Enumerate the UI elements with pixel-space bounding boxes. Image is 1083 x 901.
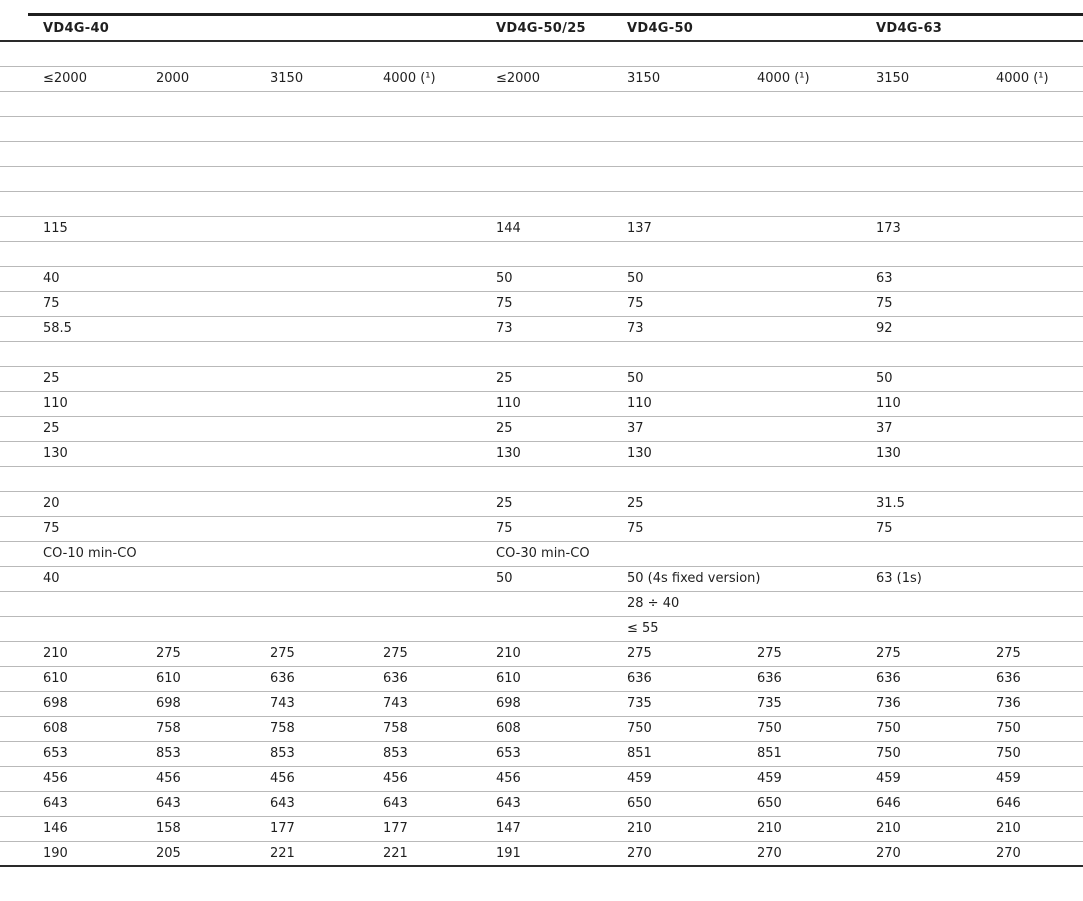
- table-cell: 58.5: [43, 321, 72, 336]
- table-cell: 456: [156, 771, 181, 786]
- table-cell: 653: [496, 746, 521, 761]
- table-cell: 750: [876, 721, 901, 736]
- table-cell: 4000 (¹): [996, 71, 1049, 86]
- table-row: [0, 492, 1083, 517]
- table-cell: 210: [996, 821, 1021, 836]
- table-row: [0, 367, 1083, 392]
- table-cell: 75: [876, 296, 893, 311]
- table-cell: 92: [876, 321, 893, 336]
- table-cell: ≤ 55: [627, 621, 659, 636]
- table-cell: 37: [876, 421, 893, 436]
- table-cell: 853: [270, 746, 295, 761]
- table-row: [0, 767, 1083, 792]
- table-row: [0, 267, 1083, 292]
- table-row: [0, 42, 1083, 67]
- table-cell: 4000 (¹): [757, 71, 810, 86]
- table-cell: 743: [383, 696, 408, 711]
- table-cell: 50: [627, 371, 644, 386]
- table-cell: 147: [496, 821, 521, 836]
- table-cell: 610: [43, 671, 68, 686]
- table-row: [0, 617, 1083, 642]
- table-cell: 20: [43, 496, 60, 511]
- table-cell: 115: [43, 221, 68, 236]
- table-cell: 75: [627, 521, 644, 536]
- table-row: [0, 742, 1083, 767]
- table-cell: CO-10 min-CO: [43, 546, 137, 561]
- table-cell: 750: [757, 721, 782, 736]
- table-cell: 636: [876, 671, 901, 686]
- table-row: [0, 342, 1083, 367]
- table-cell: 50: [876, 371, 893, 386]
- table-cell: 110: [876, 396, 901, 411]
- table-cell: 275: [876, 646, 901, 661]
- table-cell: 459: [757, 771, 782, 786]
- table-header-row: [0, 16, 1083, 42]
- table-cell: 650: [627, 796, 652, 811]
- table-cell: 636: [383, 671, 408, 686]
- table-cell: 608: [43, 721, 68, 736]
- table-row: [0, 392, 1083, 417]
- table-cell: 643: [496, 796, 521, 811]
- table-cell: 646: [876, 796, 901, 811]
- table-cell: 191: [496, 846, 521, 861]
- table-cell: 643: [43, 796, 68, 811]
- table-cell: 75: [496, 521, 513, 536]
- table-row: [0, 92, 1083, 117]
- table-cell: 50: [627, 271, 644, 286]
- table-cell: 608: [496, 721, 521, 736]
- table-cell: 456: [496, 771, 521, 786]
- table-cell: 50: [496, 571, 513, 586]
- table-cell: 3150: [627, 71, 661, 86]
- table-cell: 205: [156, 846, 181, 861]
- table-cell: 275: [757, 646, 782, 661]
- table-cell: 210: [43, 646, 68, 661]
- table-cell: 743: [270, 696, 295, 711]
- table-row: [0, 167, 1083, 192]
- table-cell: 73: [496, 321, 513, 336]
- table-cell: 646: [996, 796, 1021, 811]
- table-cell: 636: [627, 671, 652, 686]
- table-cell: 2000: [156, 71, 190, 86]
- table-cell: 750: [627, 721, 652, 736]
- table-cell: 610: [156, 671, 181, 686]
- table-cell: 853: [383, 746, 408, 761]
- table-cell: 130: [876, 446, 901, 461]
- table-cell: 456: [383, 771, 408, 786]
- table-cell: 636: [757, 671, 782, 686]
- table-cell: 110: [496, 396, 521, 411]
- table-cell: 851: [627, 746, 652, 761]
- table-cell: 158: [156, 821, 181, 836]
- table-cell: 636: [270, 671, 295, 686]
- table-cell: 73: [627, 321, 644, 336]
- table-cell: 210: [757, 821, 782, 836]
- table-row: [0, 667, 1083, 692]
- table-cell: 750: [996, 721, 1021, 736]
- table-cell: ≤2000: [43, 71, 87, 86]
- table-row: [0, 317, 1083, 342]
- table-cell: ≤2000: [496, 71, 540, 86]
- table-cell: 610: [496, 671, 521, 686]
- table-row: [0, 142, 1083, 167]
- table-cell: 735: [627, 696, 652, 711]
- table-cell: 50: [496, 271, 513, 286]
- table-cell: 698: [496, 696, 521, 711]
- table-row: [0, 67, 1083, 92]
- table-cell: 146: [43, 821, 68, 836]
- table-row: [0, 717, 1083, 742]
- table-row: [0, 692, 1083, 717]
- table-cell: 758: [270, 721, 295, 736]
- table-cell: 750: [876, 746, 901, 761]
- column-header: VD4G-63: [876, 21, 943, 36]
- table-cell: 137: [627, 221, 652, 236]
- table-cell: 221: [270, 846, 295, 861]
- table-cell: 735: [757, 696, 782, 711]
- table-cell: 144: [496, 221, 521, 236]
- table-cell: 459: [996, 771, 1021, 786]
- table-cell: 210: [876, 821, 901, 836]
- table-cell: 75: [496, 296, 513, 311]
- table-cell: 40: [43, 571, 60, 586]
- table-cell: 130: [627, 446, 652, 461]
- table-cell: 275: [383, 646, 408, 661]
- table-cell: 3150: [270, 71, 304, 86]
- table-row: [0, 517, 1083, 542]
- table-row: [0, 292, 1083, 317]
- table-cell: 130: [496, 446, 521, 461]
- table-cell: 636: [996, 671, 1021, 686]
- table-row: [0, 192, 1083, 217]
- table-row: [0, 217, 1083, 242]
- table-cell: 221: [383, 846, 408, 861]
- column-header: VD4G-50/25: [496, 21, 586, 36]
- table-cell: 270: [876, 846, 901, 861]
- table-cell: 28 ÷ 40: [627, 596, 680, 611]
- table-cell: 3150: [876, 71, 910, 86]
- table-cell: 25: [496, 421, 513, 436]
- table-cell: 177: [270, 821, 295, 836]
- table-row: [0, 642, 1083, 667]
- table-cell: 25: [43, 371, 60, 386]
- table-cell: 275: [270, 646, 295, 661]
- table-cell: 50 (4s fixed version): [627, 571, 761, 586]
- table-cell: 643: [156, 796, 181, 811]
- column-header: VD4G-50: [627, 21, 694, 36]
- table-cell: 456: [270, 771, 295, 786]
- table-cell: 25: [627, 496, 644, 511]
- table-cell: 698: [156, 696, 181, 711]
- table-cell: 275: [156, 646, 181, 661]
- table-row: [0, 817, 1083, 842]
- table-row: [0, 567, 1083, 592]
- top-rule: [28, 0, 1083, 16]
- table-cell: 75: [43, 521, 60, 536]
- table-cell: 25: [496, 496, 513, 511]
- table-cell: 275: [996, 646, 1021, 661]
- table-cell: 190: [43, 846, 68, 861]
- table-cell: 270: [996, 846, 1021, 861]
- table-cell: 63: [876, 271, 893, 286]
- table-cell: 130: [43, 446, 68, 461]
- table-cell: 270: [627, 846, 652, 861]
- table-cell: 758: [156, 721, 181, 736]
- table-cell: 63 (1s): [876, 571, 922, 586]
- column-header: VD4G-40: [43, 21, 110, 36]
- table-cell: 698: [43, 696, 68, 711]
- table-cell: 459: [627, 771, 652, 786]
- table-row: [0, 542, 1083, 567]
- table-row: [0, 467, 1083, 492]
- table-cell: 650: [757, 796, 782, 811]
- table-cell: 75: [43, 296, 60, 311]
- table-cell: 173: [876, 221, 901, 236]
- table-cell: 37: [627, 421, 644, 436]
- table-row: [0, 592, 1083, 617]
- table-cell: 25: [496, 371, 513, 386]
- table-cell: 750: [996, 746, 1021, 761]
- table-row: [0, 417, 1083, 442]
- table-cell: 736: [876, 696, 901, 711]
- table-cell: 110: [43, 396, 68, 411]
- table-cell: CO-30 min-CO: [496, 546, 590, 561]
- table-cell: 210: [627, 821, 652, 836]
- table-cell: 643: [270, 796, 295, 811]
- table-cell: 270: [757, 846, 782, 861]
- table-row: [0, 242, 1083, 267]
- table-cell: 736: [996, 696, 1021, 711]
- table-cell: 853: [156, 746, 181, 761]
- table-cell: 31.5: [876, 496, 905, 511]
- table-cell: 110: [627, 396, 652, 411]
- table-row: [0, 842, 1083, 867]
- table-cell: 459: [876, 771, 901, 786]
- table-cell: 210: [496, 646, 521, 661]
- table-body: [0, 42, 1083, 867]
- table-cell: 75: [876, 521, 893, 536]
- table-cell: 851: [757, 746, 782, 761]
- table-cell: 40: [43, 271, 60, 286]
- table-cell: 75: [627, 296, 644, 311]
- table-cell: 275: [627, 646, 652, 661]
- table-cell: 758: [383, 721, 408, 736]
- table-row: [0, 117, 1083, 142]
- table-cell: 25: [43, 421, 60, 436]
- table-cell: 456: [43, 771, 68, 786]
- table-cell: 4000 (¹): [383, 71, 436, 86]
- table-cell: 653: [43, 746, 68, 761]
- table-row: [0, 792, 1083, 817]
- table-cell: 177: [383, 821, 408, 836]
- table-row: [0, 442, 1083, 467]
- table-cell: 643: [383, 796, 408, 811]
